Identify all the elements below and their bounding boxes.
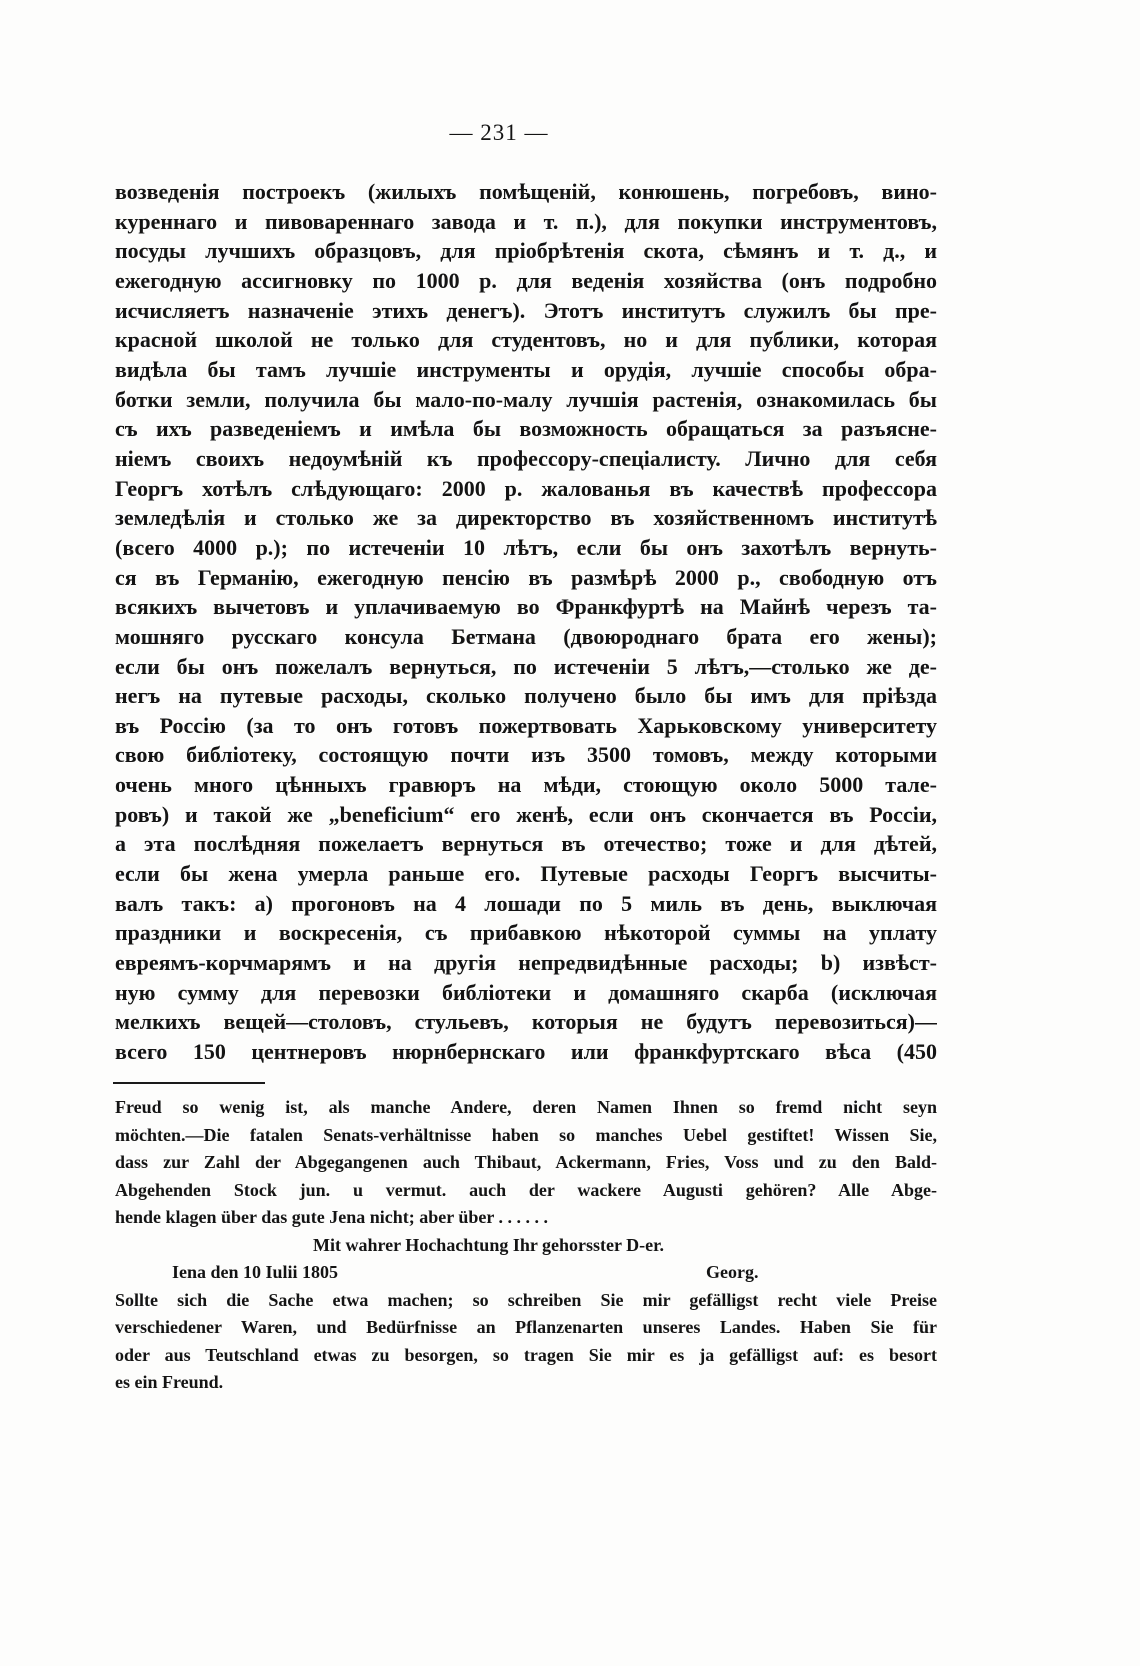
text-line: возведенія построекъ (жилыхъ помѣщеній, конюшень, погребовъ, вино- bbox=[115, 179, 937, 204]
text-line: мошняго русскаго консула Бетмана (двоюроднаго брата его жены); bbox=[115, 623, 937, 649]
footnote-block bbox=[115, 1094, 937, 1397]
letter-closing: Mit wahrer Hochachtung Ihr gehorsster D-er. bbox=[313, 1234, 664, 1255]
text-line: съ ихъ разведеніемъ и имѣла бы возможность обращаться за разъясне- bbox=[115, 416, 937, 442]
text-line: исчисляетъ назначеніе этихъ денегъ). Этотъ институтъ служилъ бы пре- bbox=[115, 297, 937, 323]
text-line: если бы жена умерла раньше его. Путевые расходы Георгъ высчиты- bbox=[115, 861, 937, 887]
text-line: мелкихъ вещей—столовъ, стульевъ, которыя не будутъ перевозиться)— bbox=[115, 1009, 937, 1035]
text-line: евреямъ-корчмарямъ и на другія непредвидѣнные расходы; b) извѣст- bbox=[115, 950, 937, 976]
text-line: свою библіотеку, состоящую почти изъ 3500 томовъ, между которыми bbox=[115, 742, 937, 768]
text-line: куреннаго и пивовареннаго завода и т. п.), для покупки инструментовъ, bbox=[115, 208, 937, 234]
letter-signature: Georg. bbox=[706, 1262, 759, 1282]
text-line: ежегодную ассигновку по 1000 р. для веденія хозяйства (онъ подробно bbox=[115, 267, 937, 293]
text-line: ся въ Германію, ежегодную пенсію въ размѣрѣ 2000 р., свободную отъ bbox=[115, 564, 937, 590]
footnote-line: Abgehenden Stock jun. u vermut. auch der wackere Augusti gehören? Alle Abge- bbox=[115, 1179, 937, 1200]
letter-dateline bbox=[115, 1259, 937, 1287]
footnote-divider bbox=[113, 1082, 265, 1084]
footnote-line: Freud so wenig ist, als manche Andere, deren Namen Ihnen so fremd nicht seyn bbox=[115, 1097, 937, 1117]
footnote-line: dass zur Zahl der Abgegangenen auch Thibaut, Ackermann, Fries, Voss und zu den Bald- bbox=[115, 1152, 937, 1172]
text-line: посуды лучшихъ образцовъ, для пріобрѣтенія скота, сѣмянъ и т. д., и bbox=[115, 238, 937, 264]
text-line: ную сумму для перевозки библіотеки и домашняго скарба (исключая bbox=[115, 979, 937, 1005]
text-line: Георгъ хотѣлъ слѣдующаго: 2000 р. жалованья въ качествѣ профессора bbox=[115, 475, 937, 501]
text-line: если бы онъ пожелалъ вернуться, по истеченіи 5 лѣтъ,—столько же де- bbox=[115, 653, 937, 679]
text-line: а эта послѣдняя пожелаетъ вернуться въ отечество; тоже и для дѣтей, bbox=[115, 831, 937, 857]
text-line: красной школой не только для студентовъ, но и для публики, которая bbox=[115, 327, 937, 353]
text-line: очень много цѣнныхъ гравюръ на мѣди, стоющую около 5000 тале- bbox=[115, 772, 937, 798]
text-line: ботки земли, получила бы мало-по-малу лучшія растенія, ознакомилась бы bbox=[115, 386, 937, 412]
footnote-line: möchten.—Die fatalen Senats-verhältnisse haben so manches Uebel gestiftet! Wissen Sie, bbox=[115, 1124, 937, 1145]
text-line: земледѣлія и столько же за директорство въ хозяйственномъ институтѣ bbox=[115, 505, 937, 531]
text-line: праздники и воскресенія, съ прибавкою нѣкоторой суммы на уплату bbox=[115, 920, 937, 946]
page-number: — 231 — bbox=[449, 120, 549, 145]
footnote-line: verschiedener Waren, und Bedürfnisse an Pflanzenarten unseres Landes. Haben Sie für bbox=[115, 1317, 937, 1337]
footnote-line: es ein Freund. bbox=[115, 1372, 224, 1392]
text-line: ровъ) и такой же „beneficium“ его женѣ, если онъ скончается въ Россіи, bbox=[115, 801, 937, 827]
footnote-line: hende klagen über das gute Jena nicht; aber über . . . . . . bbox=[115, 1207, 549, 1227]
footnote-line: oder aus Teutschland etwas zu besorgen, so tragen Sie mir es ja gefälligst auf: es besort bbox=[115, 1344, 937, 1365]
text-line: въ Россію (за то онъ готовъ пожертвовать Харьковскому университету bbox=[115, 712, 937, 738]
text-line: ніемъ своихъ недоумѣній къ профессору-спеціалисту. Лично для себя bbox=[115, 445, 937, 471]
letter-place-date: Iena den 10 Iulii 1805 bbox=[172, 1262, 339, 1282]
text-line: валъ такъ: а) прогоновъ на 4 лошади по 5 миль въ день, выключая bbox=[115, 890, 937, 916]
footnote-line: Sollte sich die Sache etwa machen; so schreiben Sie mir gefälligst recht viele Preise bbox=[115, 1289, 937, 1310]
text-line: видѣла бы тамъ лучшіе инструменты и орудія, лучшіе способы обра- bbox=[115, 356, 937, 382]
text-line: (всего 4000 р.); по истеченіи 10 лѣтъ, если бы онъ захотѣлъ вернуть- bbox=[115, 534, 937, 560]
text-line: негъ на путевые расходы, сколько получено было бы имъ для пріѣзда bbox=[115, 683, 937, 709]
text-line: всякихъ вычетовъ и уплачиваемую во Франкфуртѣ на Майнѣ черезъ та- bbox=[115, 594, 937, 620]
main-text-block bbox=[115, 177, 937, 1067]
text-line: всего 150 центнеровъ нюрнбернскаго или франкфуртскаго вѣса (450 bbox=[115, 1039, 937, 1065]
